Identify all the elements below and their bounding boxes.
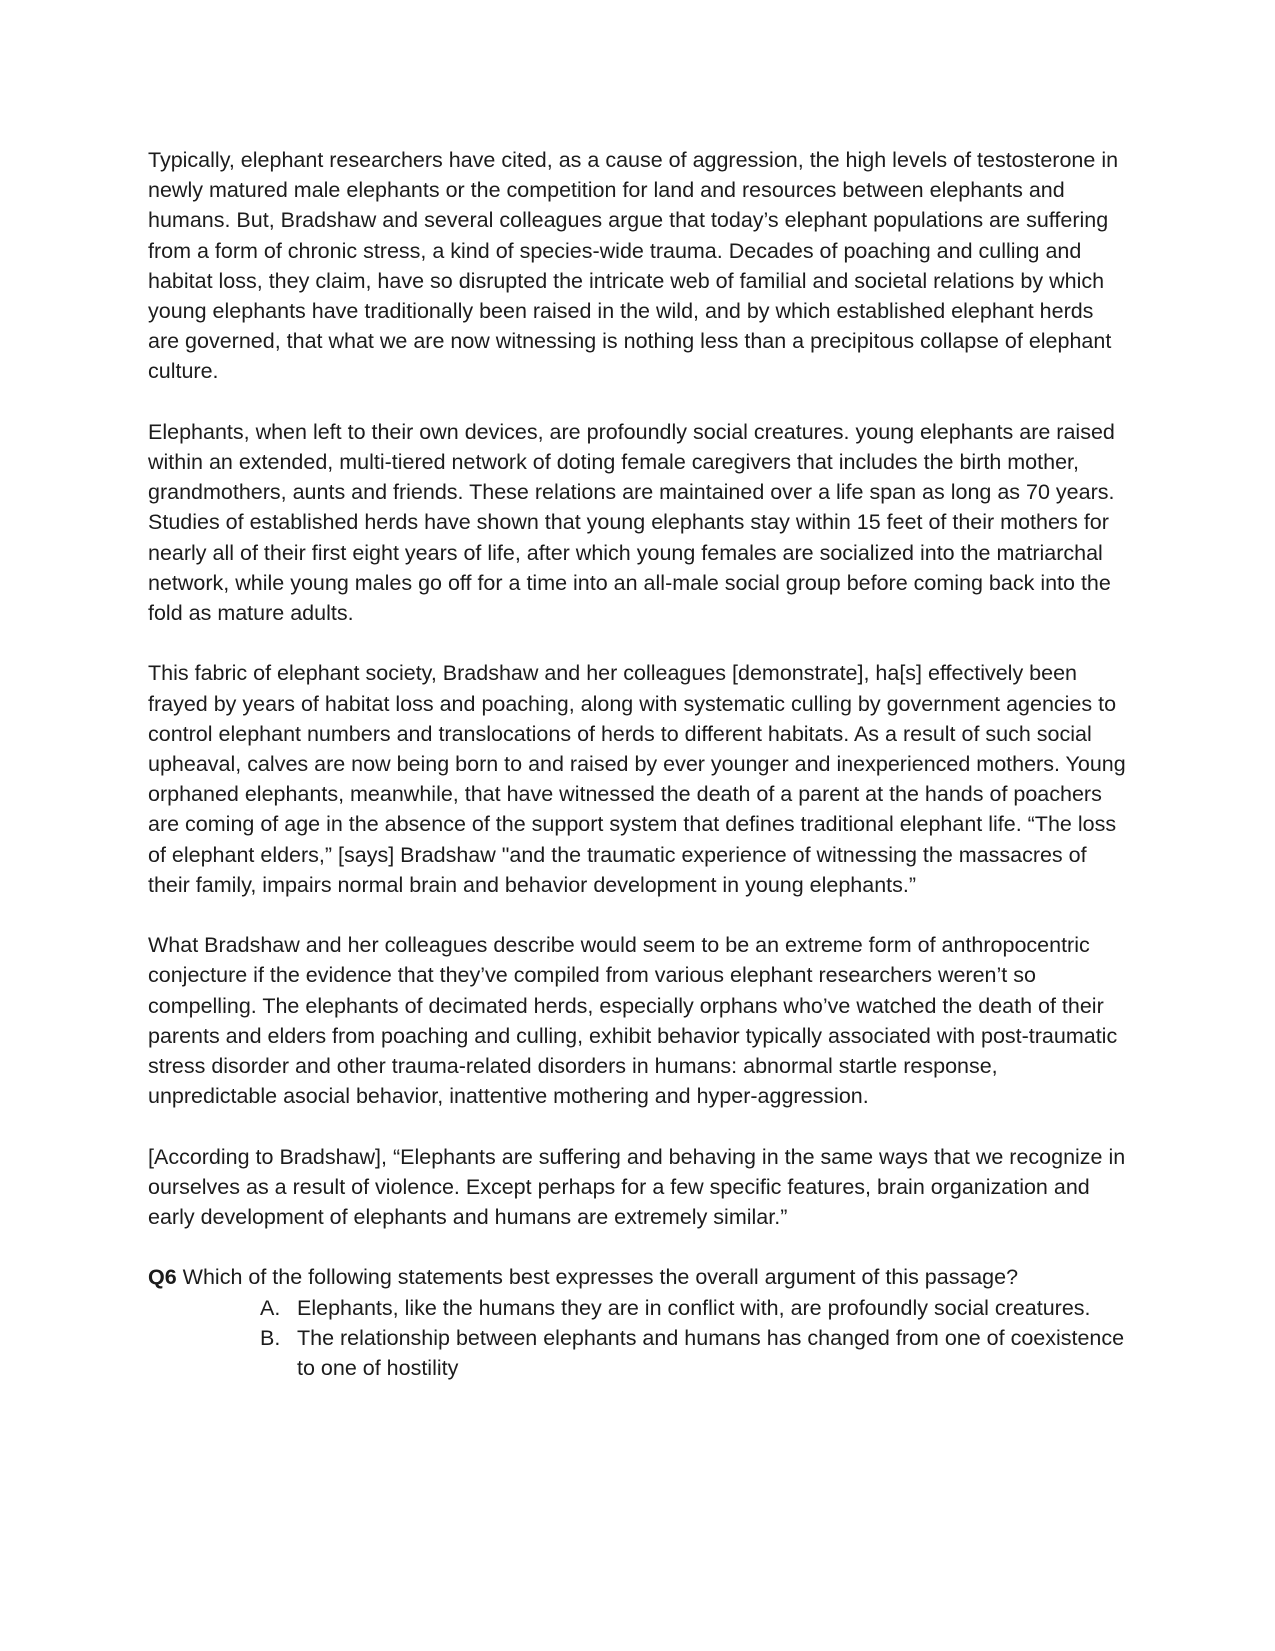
option-letter: B. <box>260 1325 281 1350</box>
option-text: Elephants, like the humans they are in conflict with, are profoundly social creatures. <box>297 1295 1091 1320</box>
option-text: The relationship between elephants and humans has changed from one of coexistence to one of hostility <box>297 1325 1125 1381</box>
question-text: Which of the following statements best expresses the overall argument of this passage? <box>182 1265 1019 1290</box>
option-letter: A. <box>260 1295 281 1320</box>
answer-option-a[interactable] <box>260 1293 1128 1323</box>
passage-paragraph-2: Elephants, when left to their own devices, are profoundly social creatures. young elephants are raised within an extended, multi-tiered network of doting female caregivers that includes the birth mother, grandmothers, aunts and friends. These relations are maintained over a life span as long as 70 years. Studies of established herds have shown that young elephants stay within 15 feet of their mothers for nearly all of their first eight years of life, after which young females are socialized into the matriarchal network, while young males go off for a time into an all-male social group before coming back into the fold as mature adults. <box>148 419 1115 626</box>
question-prompt <box>148 1262 1128 1292</box>
question-block <box>148 1262 1128 1383</box>
passage-paragraph-5: [According to Bradshaw], “Elephants are suffering and behaving in the same ways that we recognize in ourselves as a result of violence. Except perhaps for a few specific features, brain organization and early development of elephants and humans are extremely similar.” <box>148 1144 1126 1230</box>
document-page <box>148 145 1128 1383</box>
answer-option-b[interactable] <box>260 1323 1128 1383</box>
passage-paragraph-4: What Bradshaw and her colleagues describe would seem to be an extreme form of anthropocentric conjecture if the evidence that they’ve compiled from various elephant researchers weren’t so compelling. The elephants of decimated herds, especially orphans who’ve watched the death of their parents and elders from poaching and culling, exhibit behavior typically associated with post-traumatic stress disorder and other trauma-related disorders in humans: abnormal startle response, unpredictable asocial behavior, inattentive mothering and hyper-aggression. <box>148 933 1118 1109</box>
answer-options <box>260 1293 1128 1384</box>
question-number: Q6 <box>148 1265 177 1290</box>
passage-paragraph-1: Typically, elephant researchers have cited, as a cause of aggression, the high levels of testosterone in newly matured male elephants or the competition for land and resources between elephants and humans. But, Bradshaw and several colleagues argue that today’s elephant populations are suffering from a form of chronic stress, a kind of species-wide trauma. Decades of poaching and culling and habitat loss, they claim, have so disrupted the intricate web of familial and societal relations by which young elephants have traditionally been raised in the wild, and by which established elephant herds are governed, that what we are now witnessing is nothing less than a precipitous collapse of elephant culture. <box>148 148 1119 384</box>
passage-paragraph-3: This fabric of elephant society, Bradshaw and her colleagues [demonstrate], ha[s] effectively been frayed by years of habitat loss and poaching, along with systematic culling by government agencies to control elephant numbers and translocations of herds to different habitats. As a result of such social upheaval, calves are now being born to and raised by ever younger and inexperienced mothers. Young orphaned elephants, meanwhile, that have witnessed the death of a parent at the hands of poachers are coming of age in the absence of the support system that defines traditional elephant life. “The loss of elephant elders,” [says] Bradshaw "and the traumatic experience of witnessing the massacres of their family, impairs normal brain and behavior development in young elephants.” <box>148 661 1126 897</box>
